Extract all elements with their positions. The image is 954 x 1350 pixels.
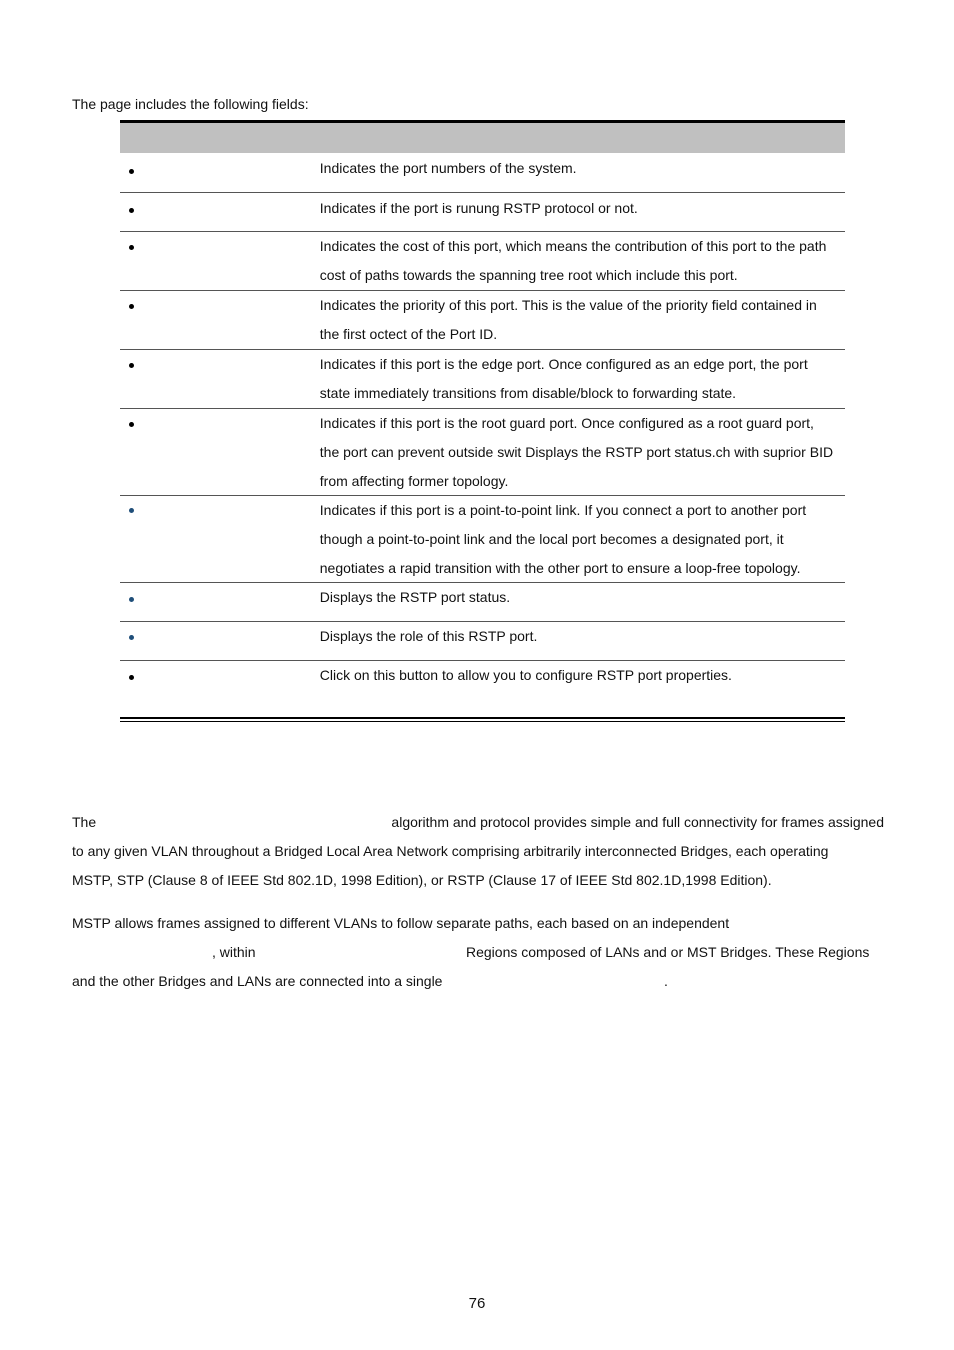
object-cell xyxy=(120,661,320,699)
description-cell: Indicates the priority of this port. This is the value of the priority field contained in the first octect of the Port ID. xyxy=(319,297,817,342)
description-cell: Indicates if this port is the edge port. Once configured as an edge port, the port state immediately transitions from disable/block to forwarding state. xyxy=(319,356,808,401)
fields-table xyxy=(120,120,845,722)
description-cell: Click on this button to allow you to configure RSTP port properties. xyxy=(319,667,732,683)
table-row xyxy=(120,193,845,232)
object-cell xyxy=(120,496,320,582)
para2-period: . xyxy=(664,973,668,989)
para2-within: , within xyxy=(212,944,256,960)
para2-regions: Regions composed of LANs and or MST Bridges. These Regions xyxy=(466,944,870,960)
para2-line1: MSTP allows frames assigned to different VLANs to follow separate paths, each based on an independent xyxy=(72,915,730,931)
object-cell xyxy=(120,583,320,621)
table-row xyxy=(120,409,845,496)
page-number: 76 xyxy=(468,1295,486,1312)
description-cell: Displays the RSTP port status. xyxy=(319,589,511,605)
description-cell: Indicates the cost of this port, which means the contribution of this port to the path cost of paths towards the spanning tree root which include this port. xyxy=(319,238,827,283)
table-row xyxy=(120,622,845,661)
bullet-icon xyxy=(129,304,134,309)
bullet-icon xyxy=(129,422,134,427)
table-row xyxy=(120,350,845,409)
object-cell xyxy=(120,409,320,495)
object-cell xyxy=(120,193,320,231)
bullet-icon xyxy=(129,508,134,513)
table-bottom-rule-thin xyxy=(120,721,845,722)
bullet-icon xyxy=(129,597,134,602)
bullet-icon xyxy=(129,635,134,640)
paragraph-mstp-paths xyxy=(72,909,884,996)
para1-the: The xyxy=(72,814,97,830)
table-header xyxy=(120,122,845,153)
bullet-icon xyxy=(129,245,134,250)
object-cell xyxy=(120,232,320,290)
object-cell xyxy=(120,153,320,192)
description-cell: Indicates if this port is a point-to-point link. If you connect a port to another port though a point-to-point link and the local port becomes a designated port, it negotiates a rapid transition with the other port to ensure a loop-free topology. xyxy=(319,502,807,576)
object-cell xyxy=(120,291,320,349)
bullet-icon xyxy=(129,208,134,213)
description-cell: Indicates if the port is runung RSTP protocol or not. xyxy=(319,200,638,216)
table-row xyxy=(120,291,845,350)
table-row xyxy=(120,153,845,193)
object-cell xyxy=(120,350,320,408)
para1-line1: algorithm and protocol provides simple and full connectivity for frames assigned xyxy=(391,814,884,830)
para2-line3: and the other Bridges and LANs are connected into a single xyxy=(72,973,443,989)
table-row xyxy=(120,496,845,583)
object-cell xyxy=(120,622,320,660)
bullet-icon xyxy=(129,363,134,368)
description-cell: Indicates the port numbers of the system. xyxy=(319,160,577,176)
description-cell: Indicates if this port is the root guard port. Once configured as a root guard port, the port can prevent outside swit Displays the RSTP port status.ch with suprior BID from affecting former topology. xyxy=(319,415,834,489)
para1-line2: to any given VLAN throughout a Bridged Local Area Network comprising arbitrarily interconnected Bridges, each operating xyxy=(72,843,829,859)
bullet-icon xyxy=(129,675,134,680)
description-cell: Displays the role of this RSTP port. xyxy=(319,628,538,644)
table-row xyxy=(120,232,845,291)
table-row xyxy=(120,661,845,699)
para1-line3: MSTP, STP (Clause 8 of IEEE Std 802.1D, 1998 Edition), or RSTP (Clause 17 of IEEE Std 802.1D,1998 Edition). xyxy=(72,872,772,888)
paragraph-mstp-intro xyxy=(72,808,884,895)
intro-text: The page includes the following fields: xyxy=(72,96,309,112)
table-bottom-rule xyxy=(120,717,845,719)
bullet-icon xyxy=(129,169,134,174)
table-row xyxy=(120,583,845,622)
